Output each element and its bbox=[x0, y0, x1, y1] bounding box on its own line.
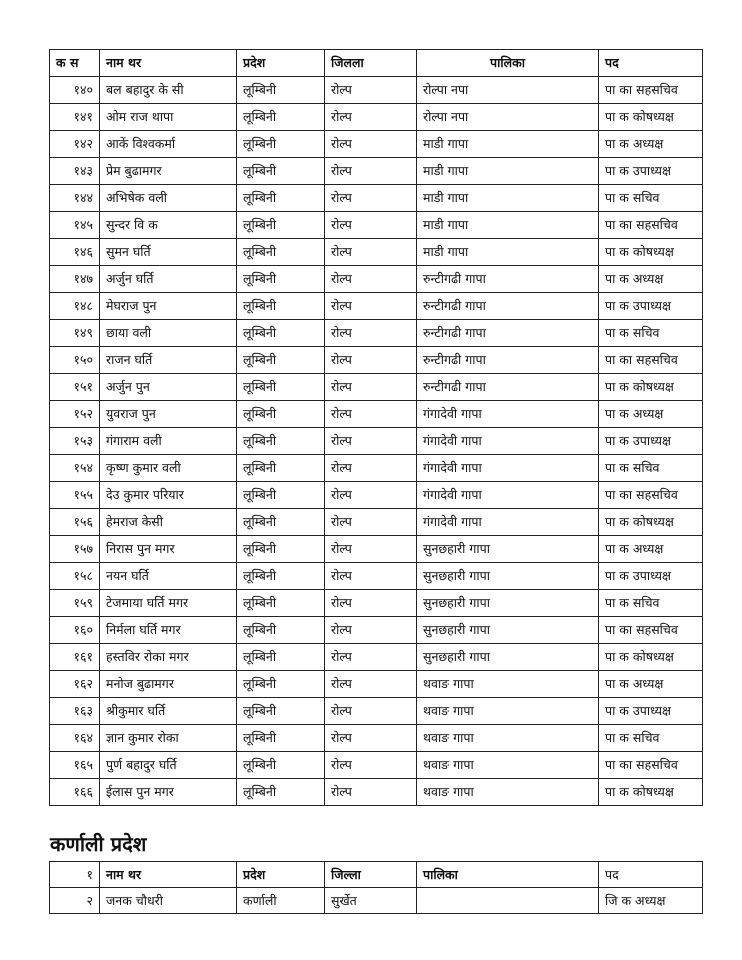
cell-district: रोल्प bbox=[325, 779, 417, 806]
cell-serial: १६३ bbox=[50, 698, 100, 725]
cell-district: रोल्प bbox=[325, 185, 417, 212]
table-header-row bbox=[50, 50, 703, 77]
table-row bbox=[50, 104, 703, 131]
cell-position: पा क कोषध्यक्ष bbox=[599, 509, 703, 536]
cell-serial: १५७ bbox=[50, 536, 100, 563]
cell-name: राजन घर्ति bbox=[100, 347, 237, 374]
table-header-row bbox=[50, 862, 703, 888]
cell-name: हस्तविर रोका मगर bbox=[100, 644, 237, 671]
table-row bbox=[50, 536, 703, 563]
cell-district: रोल्प bbox=[325, 131, 417, 158]
cell-name: युवराज पुन bbox=[100, 401, 237, 428]
cell-district: रोल्प bbox=[325, 671, 417, 698]
cell-serial: १४४ bbox=[50, 185, 100, 212]
cell-municipality: गंगादेवी गापा bbox=[417, 509, 599, 536]
cell-name: जनक चौधरी bbox=[100, 888, 237, 914]
table-row bbox=[50, 725, 703, 752]
col-position-header: पद bbox=[599, 862, 703, 888]
cell-position: पा का सहसचिव bbox=[599, 752, 703, 779]
table-row bbox=[50, 239, 703, 266]
cell-district: रोल्प bbox=[325, 77, 417, 104]
col-municipality-header: पालिका bbox=[417, 862, 599, 888]
cell-serial: १४३ bbox=[50, 158, 100, 185]
cell-province: लूम्बिनी bbox=[237, 131, 325, 158]
table-row bbox=[50, 401, 703, 428]
cell-municipality: रुन्टीगढी गापा bbox=[417, 347, 599, 374]
cell-name: अर्जुन घर्ति bbox=[100, 266, 237, 293]
cell-serial: १६४ bbox=[50, 725, 100, 752]
cell-province: लूम्बिनी bbox=[237, 617, 325, 644]
cell-serial: १६० bbox=[50, 617, 100, 644]
cell-district: रोल्प bbox=[325, 158, 417, 185]
cell-province: लूम्बिनी bbox=[237, 158, 325, 185]
cell-district: रोल्प bbox=[325, 104, 417, 131]
cell-serial: १५२ bbox=[50, 401, 100, 428]
cell-serial: १४९ bbox=[50, 320, 100, 347]
table-row bbox=[50, 752, 703, 779]
cell-position: पा क सचिव bbox=[599, 725, 703, 752]
cell-district: रोल्प bbox=[325, 725, 417, 752]
table-row bbox=[50, 428, 703, 455]
cell-municipality: सुनछहारी गापा bbox=[417, 590, 599, 617]
section-title: कर्णाली प्रदेश bbox=[50, 832, 147, 856]
cell-serial: १४६ bbox=[50, 239, 100, 266]
cell-serial: १५४ bbox=[50, 455, 100, 482]
cell-name: निरास पुन मगर bbox=[100, 536, 237, 563]
roster-table bbox=[49, 49, 703, 806]
cell-municipality: माडी गापा bbox=[417, 131, 599, 158]
table-row bbox=[50, 590, 703, 617]
cell-position: पा क कोषध्यक्ष bbox=[599, 104, 703, 131]
cell-position: पा क सचिव bbox=[599, 590, 703, 617]
table-row bbox=[50, 509, 703, 536]
table-row bbox=[50, 563, 703, 590]
cell-position: पा क अध्यक्ष bbox=[599, 536, 703, 563]
cell-municipality: रोल्पा नपा bbox=[417, 77, 599, 104]
cell-province: लूम्बिनी bbox=[237, 347, 325, 374]
cell-serial: १४१ bbox=[50, 104, 100, 131]
table-row bbox=[50, 131, 703, 158]
cell-position: पा का सहसचिव bbox=[599, 347, 703, 374]
cell-name: सुमन घर्ति bbox=[100, 239, 237, 266]
cell-province: लूम्बिनी bbox=[237, 644, 325, 671]
cell-municipality: माडी गापा bbox=[417, 239, 599, 266]
cell-name: सुन्दर वि क bbox=[100, 212, 237, 239]
col-district-header: जिलला bbox=[325, 50, 417, 77]
cell-municipality: रोल्पा नपा bbox=[417, 104, 599, 131]
cell-serial: १५३ bbox=[50, 428, 100, 455]
cell-name: ओम राज थापा bbox=[100, 104, 237, 131]
cell-district: रोल्प bbox=[325, 455, 417, 482]
cell-position: पा क उपाध्यक्ष bbox=[599, 293, 703, 320]
cell-name: अर्जुन पुन bbox=[100, 374, 237, 401]
cell-province: लूम्बिनी bbox=[237, 374, 325, 401]
cell-name: नयन घर्ति bbox=[100, 563, 237, 590]
cell-province: लूम्बिनी bbox=[237, 482, 325, 509]
cell-district: रोल्प bbox=[325, 374, 417, 401]
cell-position: पा क उपाध्यक्ष bbox=[599, 158, 703, 185]
cell-province: लूम्बिनी bbox=[237, 779, 325, 806]
col-position-header: पद bbox=[599, 50, 703, 77]
cell-position: पा क उपाध्यक्ष bbox=[599, 698, 703, 725]
cell-serial: १६६ bbox=[50, 779, 100, 806]
cell-serial: १५१ bbox=[50, 374, 100, 401]
table-row bbox=[50, 158, 703, 185]
table-row bbox=[50, 644, 703, 671]
cell-name: ईलास पुन मगर bbox=[100, 779, 237, 806]
cell-province: लूम्बिनी bbox=[237, 266, 325, 293]
cell-province: लूम्बिनी bbox=[237, 239, 325, 266]
cell-name: कृष्ण कुमार वली bbox=[100, 455, 237, 482]
cell-position: पा का सहसचिव bbox=[599, 212, 703, 239]
cell-position: पा का सहसचिव bbox=[599, 77, 703, 104]
cell-district: रोल्प bbox=[325, 239, 417, 266]
cell-position: पा क कोषध्यक्ष bbox=[599, 644, 703, 671]
cell-name: बल बहादुर के सी bbox=[100, 77, 237, 104]
table-row bbox=[50, 212, 703, 239]
table-row bbox=[50, 888, 703, 914]
table-row bbox=[50, 77, 703, 104]
cell-district: रोल्प bbox=[325, 320, 417, 347]
table-row bbox=[50, 698, 703, 725]
cell-district: रोल्प bbox=[325, 509, 417, 536]
table-row bbox=[50, 266, 703, 293]
cell-province: लूम्बिनी bbox=[237, 698, 325, 725]
cell-province: लूम्बिनी bbox=[237, 536, 325, 563]
cell-district: रोल्प bbox=[325, 401, 417, 428]
cell-province: लूम्बिनी bbox=[237, 77, 325, 104]
cell-municipality: गंगादेवी गापा bbox=[417, 482, 599, 509]
cell-district: रोल्प bbox=[325, 617, 417, 644]
cell-position: पा क सचिव bbox=[599, 185, 703, 212]
cell-serial: १६२ bbox=[50, 671, 100, 698]
cell-position: जि क अध्यक्ष bbox=[599, 888, 703, 914]
table-row bbox=[50, 347, 703, 374]
cell-district: रोल्प bbox=[325, 428, 417, 455]
cell-district: रोल्प bbox=[325, 212, 417, 239]
cell-name: टेजमाया घर्ति मगर bbox=[100, 590, 237, 617]
cell-serial: १४२ bbox=[50, 131, 100, 158]
cell-position: पा का सहसचिव bbox=[599, 617, 703, 644]
cell-province: लूम्बिनी bbox=[237, 590, 325, 617]
cell-position: पा क सचिव bbox=[599, 320, 703, 347]
cell-serial: १४८ bbox=[50, 293, 100, 320]
cell-serial: १४० bbox=[50, 77, 100, 104]
cell-municipality: माडी गापा bbox=[417, 212, 599, 239]
cell-serial: १५९ bbox=[50, 590, 100, 617]
cell-serial: १ bbox=[50, 862, 100, 888]
cell-position: पा क सचिव bbox=[599, 455, 703, 482]
cell-position: पा क कोषध्यक्ष bbox=[599, 374, 703, 401]
cell-name: निर्मला घर्ति मगर bbox=[100, 617, 237, 644]
cell-name: आकें विश्वकर्मा bbox=[100, 131, 237, 158]
cell-province: लूम्बिनी bbox=[237, 455, 325, 482]
cell-name: छाया वली bbox=[100, 320, 237, 347]
cell-name: प्रेम बुढामगर bbox=[100, 158, 237, 185]
cell-district: रोल्प bbox=[325, 266, 417, 293]
cell-name: ज्ञान कुमार रोका bbox=[100, 725, 237, 752]
cell-municipality: रुन्टीगढी गापा bbox=[417, 293, 599, 320]
cell-name: हेमराज केसी bbox=[100, 509, 237, 536]
cell-municipality: माडी गापा bbox=[417, 158, 599, 185]
cell-municipality: सुनछहारी गापा bbox=[417, 617, 599, 644]
cell-district: रोल्प bbox=[325, 482, 417, 509]
col-province-header: प्रदेश bbox=[237, 50, 325, 77]
cell-serial: २ bbox=[50, 888, 100, 914]
cell-province: कर्णाली bbox=[237, 888, 325, 914]
cell-serial: १४५ bbox=[50, 212, 100, 239]
cell-province: लूम्बिनी bbox=[237, 293, 325, 320]
table-row bbox=[50, 671, 703, 698]
cell-position: पा क कोषध्यक्ष bbox=[599, 239, 703, 266]
table-row bbox=[50, 293, 703, 320]
cell-province: लूम्बिनी bbox=[237, 752, 325, 779]
cell-municipality: रुन्टीगढी गापा bbox=[417, 266, 599, 293]
cell-district: रोल्प bbox=[325, 536, 417, 563]
cell-province: लूम्बिनी bbox=[237, 671, 325, 698]
table-row bbox=[50, 779, 703, 806]
cell-municipality: गंगादेवी गापा bbox=[417, 401, 599, 428]
cell-serial: १५६ bbox=[50, 509, 100, 536]
table-row bbox=[50, 617, 703, 644]
cell-district: रोल्प bbox=[325, 590, 417, 617]
cell-name: पुर्ण बहादुर घर्ति bbox=[100, 752, 237, 779]
table-row bbox=[50, 482, 703, 509]
col-name-header: नाम थर bbox=[100, 862, 237, 888]
cell-district: रोल्प bbox=[325, 698, 417, 725]
cell-municipality: सुनछहारी गापा bbox=[417, 536, 599, 563]
cell-name: गंगाराम वली bbox=[100, 428, 237, 455]
cell-serial: १५० bbox=[50, 347, 100, 374]
cell-position: पा क उपाध्यक्ष bbox=[599, 563, 703, 590]
cell-municipality: थवाङ गापा bbox=[417, 671, 599, 698]
cell-province: लूम्बिनी bbox=[237, 401, 325, 428]
cell-serial: १४७ bbox=[50, 266, 100, 293]
table-row bbox=[50, 320, 703, 347]
cell-municipality: गंगादेवी गापा bbox=[417, 455, 599, 482]
col-district-header: जिल्ला bbox=[325, 862, 417, 888]
cell-province: लूम्बिनी bbox=[237, 509, 325, 536]
cell-serial: १६१ bbox=[50, 644, 100, 671]
cell-name: देउ कुमार परियार bbox=[100, 482, 237, 509]
col-serial-header: क स bbox=[50, 50, 100, 77]
table-row bbox=[50, 185, 703, 212]
cell-position: पा क कोषध्यक्ष bbox=[599, 779, 703, 806]
cell-province: लूम्बिनी bbox=[237, 563, 325, 590]
cell-position: पा का सहसचिव bbox=[599, 482, 703, 509]
cell-province: लूम्बिनी bbox=[237, 104, 325, 131]
col-province-header: प्रदेश bbox=[237, 862, 325, 888]
cell-name: श्रीकुमार घर्ति bbox=[100, 698, 237, 725]
cell-district: रोल्प bbox=[325, 293, 417, 320]
cell-province: लूम्बिनी bbox=[237, 185, 325, 212]
cell-municipality: माडी गापा bbox=[417, 185, 599, 212]
cell-district: रोल्प bbox=[325, 752, 417, 779]
cell-position: पा क अध्यक्ष bbox=[599, 671, 703, 698]
col-name-header: नाम थर bbox=[100, 50, 237, 77]
cell-position: पा क उपाध्यक्ष bbox=[599, 428, 703, 455]
cell-position: पा क अध्यक्ष bbox=[599, 131, 703, 158]
table-row bbox=[50, 455, 703, 482]
col-municipality-header: पालिका bbox=[417, 50, 599, 77]
cell-serial: १५५ bbox=[50, 482, 100, 509]
cell-province: लूम्बिनी bbox=[237, 320, 325, 347]
cell-position: पा क अध्यक्ष bbox=[599, 401, 703, 428]
cell-municipality bbox=[417, 888, 599, 914]
cell-district: रोल्प bbox=[325, 644, 417, 671]
cell-municipality: थवाङ गापा bbox=[417, 725, 599, 752]
cell-municipality: थवाङ गापा bbox=[417, 698, 599, 725]
cell-position: पा क अध्यक्ष bbox=[599, 266, 703, 293]
cell-municipality: सुनछहारी गापा bbox=[417, 644, 599, 671]
karnali-table bbox=[49, 861, 703, 914]
cell-name: मनोज बुढामगर bbox=[100, 671, 237, 698]
cell-municipality: रुन्टीगढी गापा bbox=[417, 374, 599, 401]
cell-serial: १५८ bbox=[50, 563, 100, 590]
cell-municipality: थवाङ गापा bbox=[417, 752, 599, 779]
cell-municipality: गंगादेवी गापा bbox=[417, 428, 599, 455]
cell-province: लूम्बिनी bbox=[237, 725, 325, 752]
cell-municipality: रुन्टीगढी गापा bbox=[417, 320, 599, 347]
cell-serial: १६५ bbox=[50, 752, 100, 779]
cell-municipality: थवाङ गापा bbox=[417, 779, 599, 806]
cell-province: लूम्बिनी bbox=[237, 428, 325, 455]
cell-municipality: सुनछहारी गापा bbox=[417, 563, 599, 590]
table-row bbox=[50, 374, 703, 401]
cell-district: रोल्प bbox=[325, 563, 417, 590]
cell-district: सुर्खेत bbox=[325, 888, 417, 914]
cell-province: लूम्बिनी bbox=[237, 212, 325, 239]
cell-district: रोल्प bbox=[325, 347, 417, 374]
cell-name: अभिषेक वली bbox=[100, 185, 237, 212]
cell-name: मेघराज पुन bbox=[100, 293, 237, 320]
